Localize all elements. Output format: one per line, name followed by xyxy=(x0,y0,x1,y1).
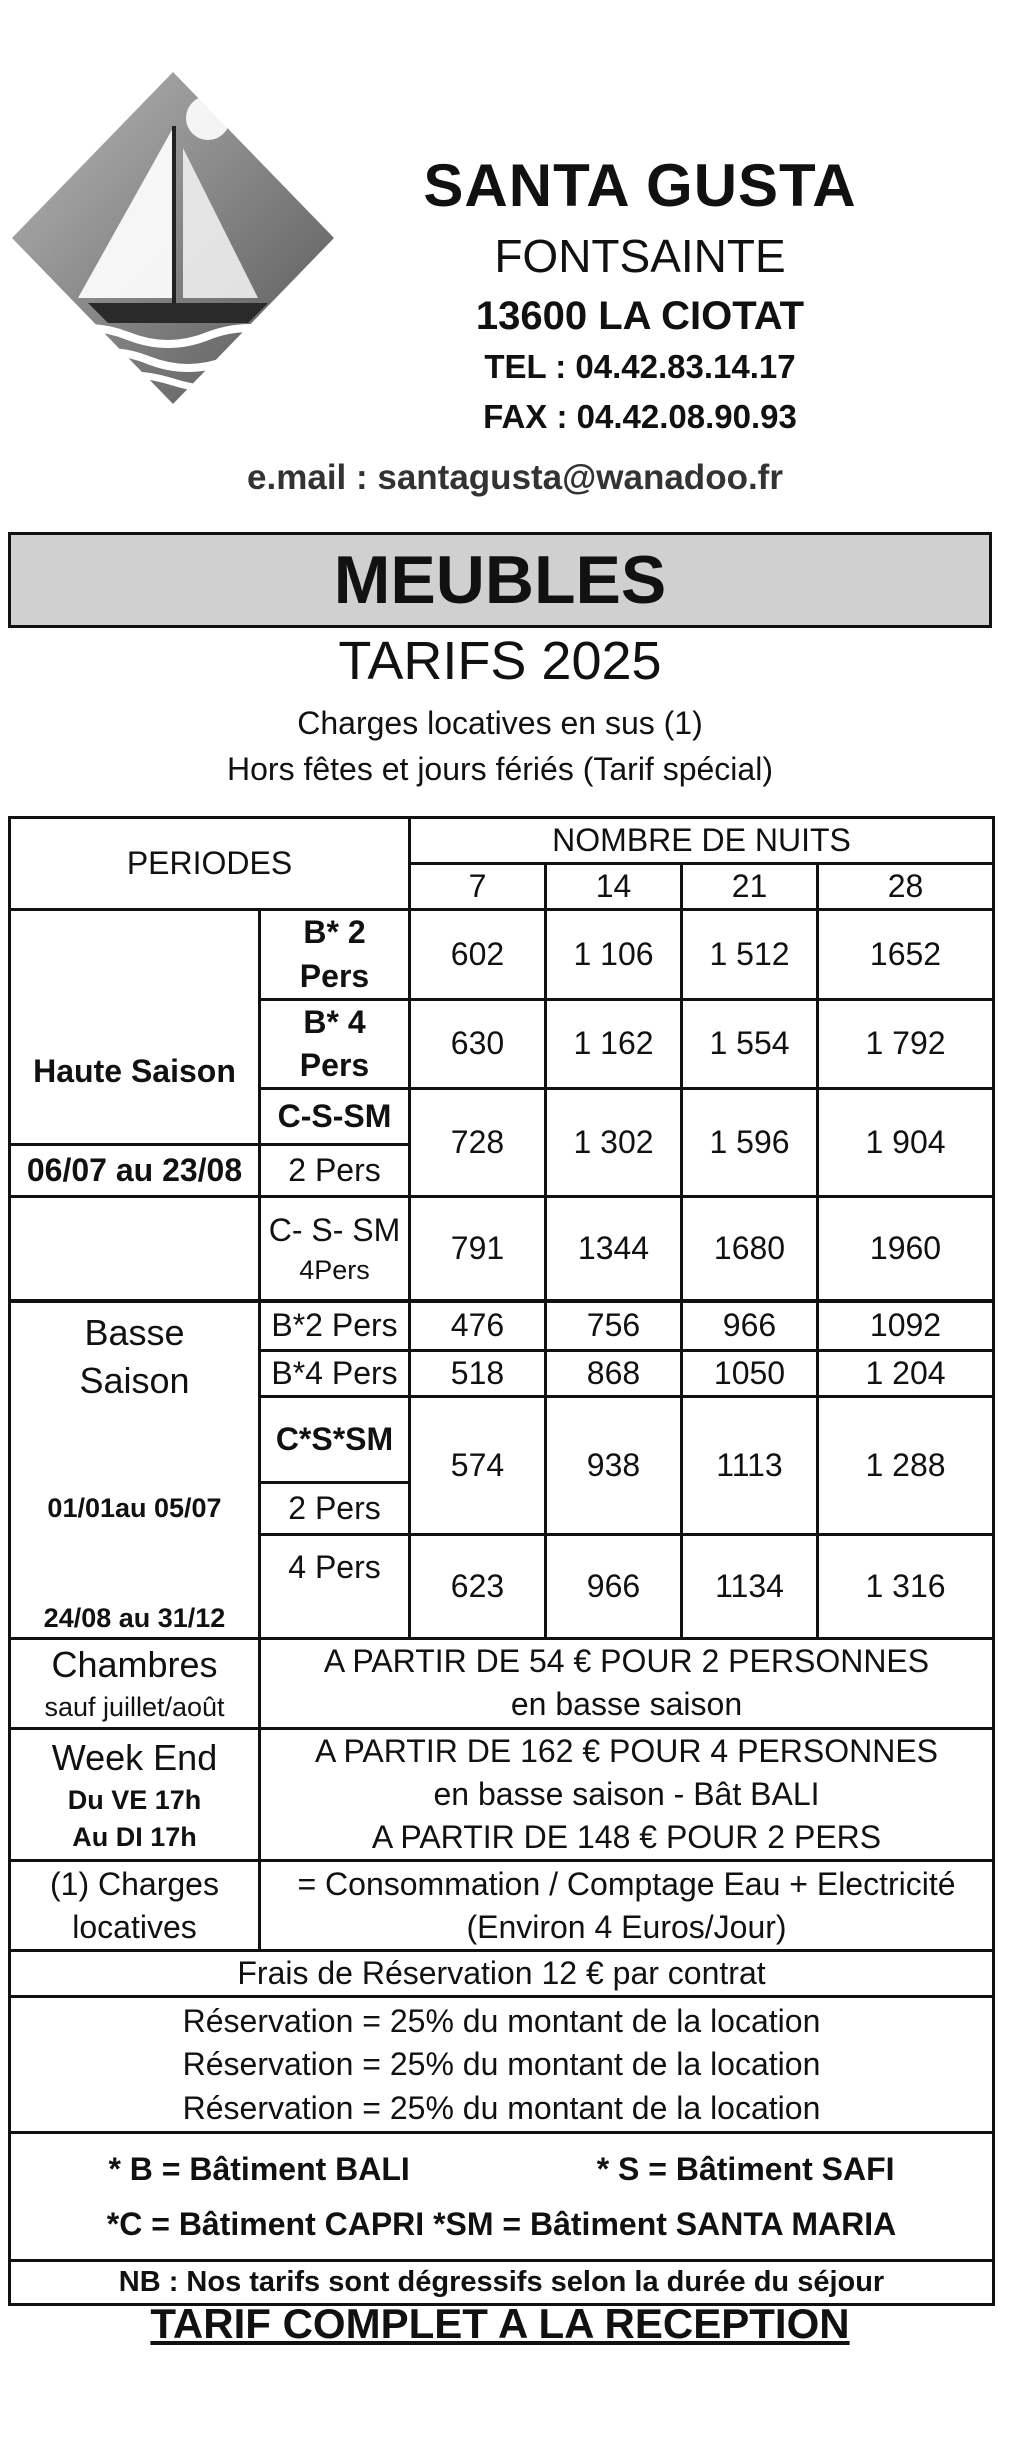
type-cell: 4 Pers xyxy=(260,1534,410,1638)
tarifs-title: TARIFS 2025 xyxy=(338,631,662,691)
reservation-cell xyxy=(10,1997,994,2133)
price-cell: 1 106 xyxy=(546,910,682,999)
type-label: C- S- SM xyxy=(268,1211,401,1248)
price-cell: 1 204 xyxy=(818,1351,994,1397)
nuits-7: 7 xyxy=(410,864,546,910)
tel: TEL : 04.42.83.14.17 xyxy=(484,348,796,385)
price-cell: 1344 xyxy=(546,1197,682,1301)
chambres-sub: sauf juillet/août xyxy=(44,1692,225,1723)
empty-cell xyxy=(10,910,260,999)
chambres-line-1: A PARTIR DE 54 € POUR 2 PERSONNES xyxy=(323,1643,930,1679)
legend-bali: * B = Bâtiment BALI xyxy=(108,2150,410,2187)
price-cell: 1092 xyxy=(818,1301,994,1351)
price-cell: 1 554 xyxy=(682,999,818,1088)
nuits-21: 21 xyxy=(682,864,818,910)
footer-note: TARIF COMPLET A LA RECEPTION xyxy=(150,2300,850,2347)
price-cell: 868 xyxy=(546,1351,682,1397)
sailboat-logo-icon xyxy=(8,68,338,408)
price-cell: 602 xyxy=(410,910,546,999)
chambres-label-cell xyxy=(10,1638,260,1728)
price-cell: 1 302 xyxy=(546,1089,682,1197)
price-cell: 966 xyxy=(682,1301,818,1351)
price-cell: 938 xyxy=(546,1397,682,1534)
type-cell xyxy=(260,1197,410,1301)
price-cell: 1 288 xyxy=(818,1397,994,1534)
notes xyxy=(0,700,1000,792)
weekend-info xyxy=(260,1728,994,1861)
basse-label-2: Saison xyxy=(79,1360,190,1402)
charges-label-2: locatives xyxy=(72,1908,197,1945)
fax: FAX : 04.42.08.90.93 xyxy=(483,398,797,435)
weekend-sub-1: Du VE 17h xyxy=(67,1785,202,1816)
note-holidays: Hors fêtes et jours fériés (Tarif spécial) xyxy=(227,751,773,787)
price-cell: 1134 xyxy=(682,1534,818,1638)
price-cell: 1 904 xyxy=(818,1089,994,1197)
reservation-line: Réservation = 25% du montant de la location xyxy=(182,2046,821,2083)
reservation-line: Réservation = 25% du montant de la location xyxy=(182,2089,821,2126)
nb-note: NB : Nos tarifs sont dégressifs selon la durée du séjour xyxy=(10,2261,994,2305)
price-cell: 1 316 xyxy=(818,1534,994,1638)
type-cell: B* 2 Pers xyxy=(260,910,410,999)
price-cell: 1113 xyxy=(682,1397,818,1534)
chambres-line-2: en basse saison xyxy=(510,1686,743,1723)
weekend-label-cell xyxy=(10,1728,260,1861)
type-sub: 4Pers xyxy=(299,1254,370,1285)
price-cell: 623 xyxy=(410,1534,546,1638)
nuits-14: 14 xyxy=(546,864,682,910)
price-cell: 728 xyxy=(410,1089,546,1197)
basse-saison-cell xyxy=(10,1301,260,1639)
charges-label-cell xyxy=(10,1861,260,1951)
price-cell: 574 xyxy=(410,1397,546,1534)
legend-cell xyxy=(10,2133,994,2261)
email: e.mail : santagusta@wanadoo.fr xyxy=(247,458,783,497)
price-cell: 966 xyxy=(546,1534,682,1638)
empty-cell xyxy=(10,1197,260,1301)
price-cell: 1960 xyxy=(818,1197,994,1301)
header xyxy=(340,150,940,442)
price-cell: 1050 xyxy=(682,1351,818,1397)
price-cell: 1 162 xyxy=(546,999,682,1088)
weekend-line-1: A PARTIR DE 162 € POUR 4 PERSONNES xyxy=(314,1732,939,1769)
haute-saison-dates: 06/07 au 23/08 xyxy=(10,1145,260,1197)
type-cell-sub: 2 Pers xyxy=(260,1482,410,1534)
type-cell: B*2 Pers xyxy=(260,1301,410,1351)
nuits-header: NOMBRE DE NUITS xyxy=(410,818,994,864)
legend-row-1 xyxy=(15,2148,988,2191)
charges-line-1: = Consommation / Comptage Eau + Electricité xyxy=(297,1865,956,1902)
haute-saison-label: Haute Saison xyxy=(10,999,260,1144)
price-cell: 1 596 xyxy=(682,1089,818,1197)
reservation-line: Réservation = 25% du montant de la location xyxy=(182,2003,821,2040)
price-cell: 1652 xyxy=(818,910,994,999)
business-name: SANTA GUSTA xyxy=(423,152,857,219)
subtitle: FONTSAINTE xyxy=(494,230,786,282)
tariff-table xyxy=(8,816,995,2306)
frais-reservation: Frais de Réservation 12 € par contrat xyxy=(10,1951,994,1997)
price-cell: 1 512 xyxy=(682,910,818,999)
price-cell: 1680 xyxy=(682,1197,818,1301)
price-cell: 791 xyxy=(410,1197,546,1301)
type-cell: C-S-SM xyxy=(260,1089,410,1145)
banner: MEUBLES xyxy=(8,532,992,628)
charges-line-2: (Environ 4 Euros/Jour) xyxy=(466,1908,787,1945)
weekend-line-3: A PARTIR DE 148 € POUR 2 PERS xyxy=(371,1819,882,1856)
charges-info xyxy=(260,1861,994,1951)
basse-dates-2: 24/08 au 31/12 xyxy=(43,1603,226,1634)
weekend-sub-2: Au DI 17h xyxy=(72,1821,197,1852)
nuits-28: 28 xyxy=(818,864,994,910)
legend-safi: * S = Bâtiment SAFI xyxy=(596,2150,895,2187)
basse-dates-1: 01/01au 05/07 xyxy=(47,1492,222,1523)
price-cell: 1 792 xyxy=(818,999,994,1088)
weekend-label: Week End xyxy=(51,1736,218,1778)
periodes-header: PERIODES xyxy=(10,818,410,910)
chambres-label: Chambres xyxy=(51,1643,218,1685)
type-cell-sub: 2 Pers xyxy=(260,1145,410,1197)
price-cell: 476 xyxy=(410,1301,546,1351)
price-cell: 630 xyxy=(410,999,546,1088)
type-cell: B* 4 Pers xyxy=(260,999,410,1088)
legend-capri-santa-maria: *C = Bâtiment CAPRI *SM = Bâtiment SANTA MARIA xyxy=(106,2205,897,2242)
city: 13600 LA CIOTAT xyxy=(475,294,805,338)
chambres-info xyxy=(260,1638,994,1728)
note-charges: Charges locatives en sus (1) xyxy=(297,705,703,741)
weekend-line-2: en basse saison - Bât BALI xyxy=(433,1775,820,1812)
price-cell: 518 xyxy=(410,1351,546,1397)
type-cell: B*4 Pers xyxy=(260,1351,410,1397)
charges-label-1: (1) Charges xyxy=(50,1865,219,1902)
basse-label-1: Basse xyxy=(84,1311,185,1353)
type-cell: C*S*SM xyxy=(260,1397,410,1482)
price-cell: 756 xyxy=(546,1301,682,1351)
